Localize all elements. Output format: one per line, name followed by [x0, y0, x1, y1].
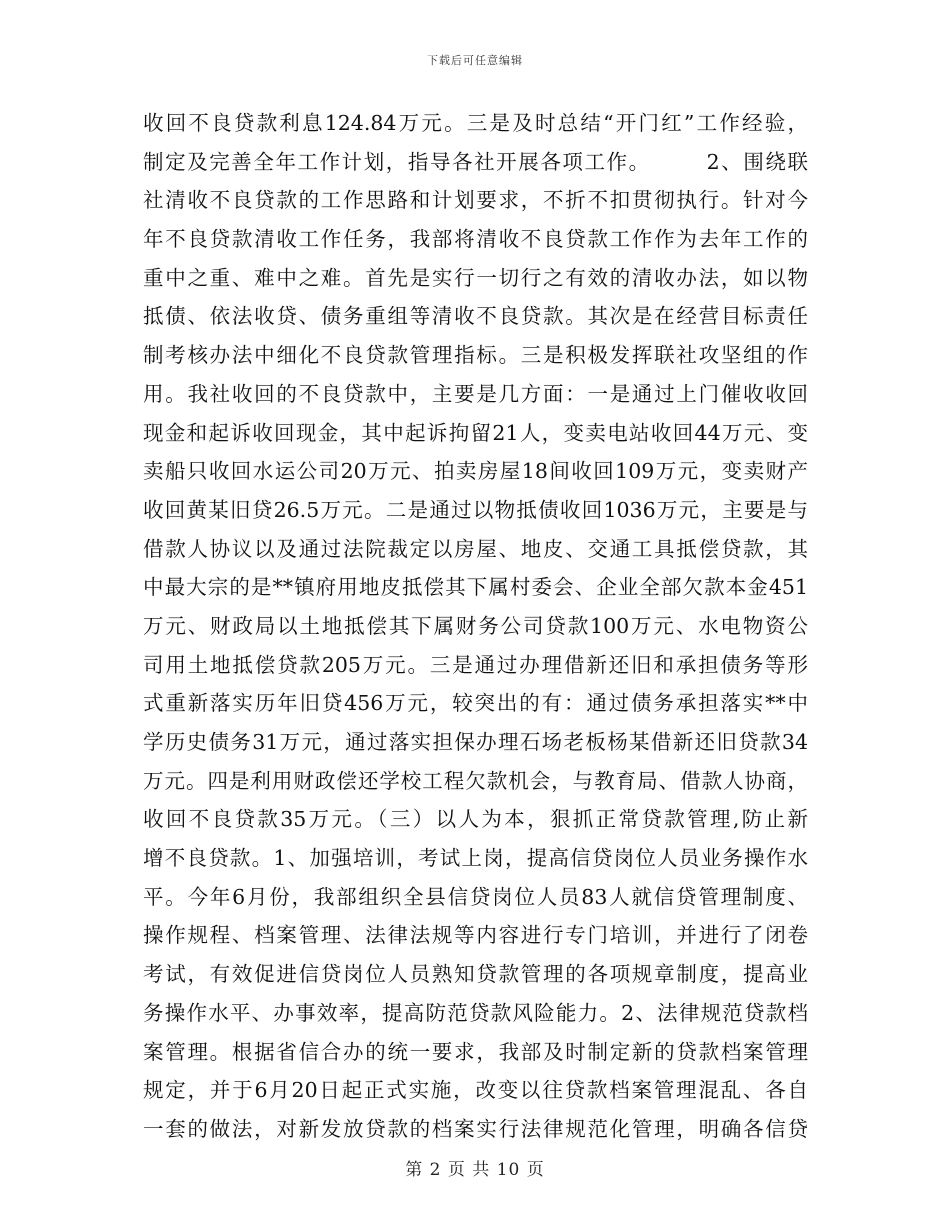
body-line: 学历史债务31万元，通过落实担保办理石场老板杨某借新还旧贷款34 — [143, 730, 808, 754]
body-line: 制考核办法中细化不良贷款管理指标。三是积极发挥联社攻坚组的作 — [143, 343, 808, 368]
body-line: 司用土地抵偿贷款205万元。三是通过办理借新还旧和承担债务等形 — [143, 652, 808, 677]
body-line: 一套的做法，对新发放贷款的档案实行法律规范化管理，明确各信贷 — [143, 1116, 808, 1141]
document-body — [143, 104, 808, 1149]
body-line: 万元。四是利用财政偿还学校工程欠款机会，与教育局、借款人协商， — [143, 768, 808, 793]
page-number-footer: 第 2 页 共 10 页 — [405, 1160, 545, 1180]
body-line: 借款人协议以及通过法院裁定以房屋、地皮、交通工具抵偿贷款，其 — [143, 536, 808, 561]
body-line: 式重新落实历年旧贷456万元，较突出的有：通过债务承担落实**中 — [143, 691, 808, 716]
body-line: 抵债、依法收贷、债务重组等清收不良贷款。其次是在经营目标责任 — [143, 304, 808, 329]
body-line: 务操作水平、办事效率，提高防范贷款风险能力。2、法律规范贷款档 — [143, 1000, 808, 1025]
body-line: 收回黄某旧贷26.5万元。二是通过以物抵债收回1036万元，主要是与 — [143, 497, 808, 522]
body-line: 平。今年6月份，我部组织全县信贷岗位人员83人就信贷管理制度、 — [143, 884, 808, 909]
body-line: 中最大宗的是**镇府用地皮抵偿其下属村委会、企业全部欠款本金451 — [143, 575, 808, 600]
body-line: 万元、财政局以土地抵偿其下属财务公司贷款100万元、水电物资公 — [143, 613, 808, 638]
body-line: 收回不良贷款35万元。（三）以人为本，狠抓正常贷款管理,防止新 — [143, 807, 808, 832]
page-header-note: 下载后可任意编辑 — [427, 54, 523, 67]
body-line: 年不良贷款清收工作任务，我部将清收不良贷款工作作为去年工作的 — [143, 227, 808, 252]
body-line: 增不良贷款。1、加强培训，考试上岗，提高信贷岗位人员业务操作水 — [143, 846, 808, 871]
body-line: 制定及完善全年工作计划，指导各社开展各项工作。 2、围绕联 — [143, 149, 808, 174]
body-line: 考试，有效促进信贷岗位人员熟知贷款管理的各项规章制度，提高业 — [143, 962, 808, 987]
body-line: 用。我社收回的不良贷款中，主要是几方面：一是通过上门催收收回 — [143, 381, 808, 406]
body-line: 现金和起诉收回现金，其中起诉拘留21人，变卖电站收回44万元、变 — [143, 420, 808, 445]
body-line: 重中之重、难中之难。首先是实行一切行之有效的清收办法，如以物 — [143, 265, 808, 290]
body-line: 收回不良贷款利息124.84万元。三是及时总结“开门红”工作经验， — [143, 111, 808, 135]
body-line: 卖船只收回水运公司20万元、拍卖房屋18间收回109万元，变卖财产 — [143, 459, 808, 484]
body-line: 社清收不良贷款的工作思路和计划要求，不折不扣贯彻执行。针对今 — [143, 188, 808, 213]
body-line: 案管理。根据省信合办的统一要求，我部及时制定新的贷款档案管理 — [143, 1039, 808, 1064]
body-line: 规定，并于6月20日起正式实施，改变以往贷款档案管理混乱、各自 — [143, 1078, 808, 1103]
body-line: 操作规程、档案管理、法律法规等内容进行专门培训，并进行了闭卷 — [143, 923, 808, 948]
